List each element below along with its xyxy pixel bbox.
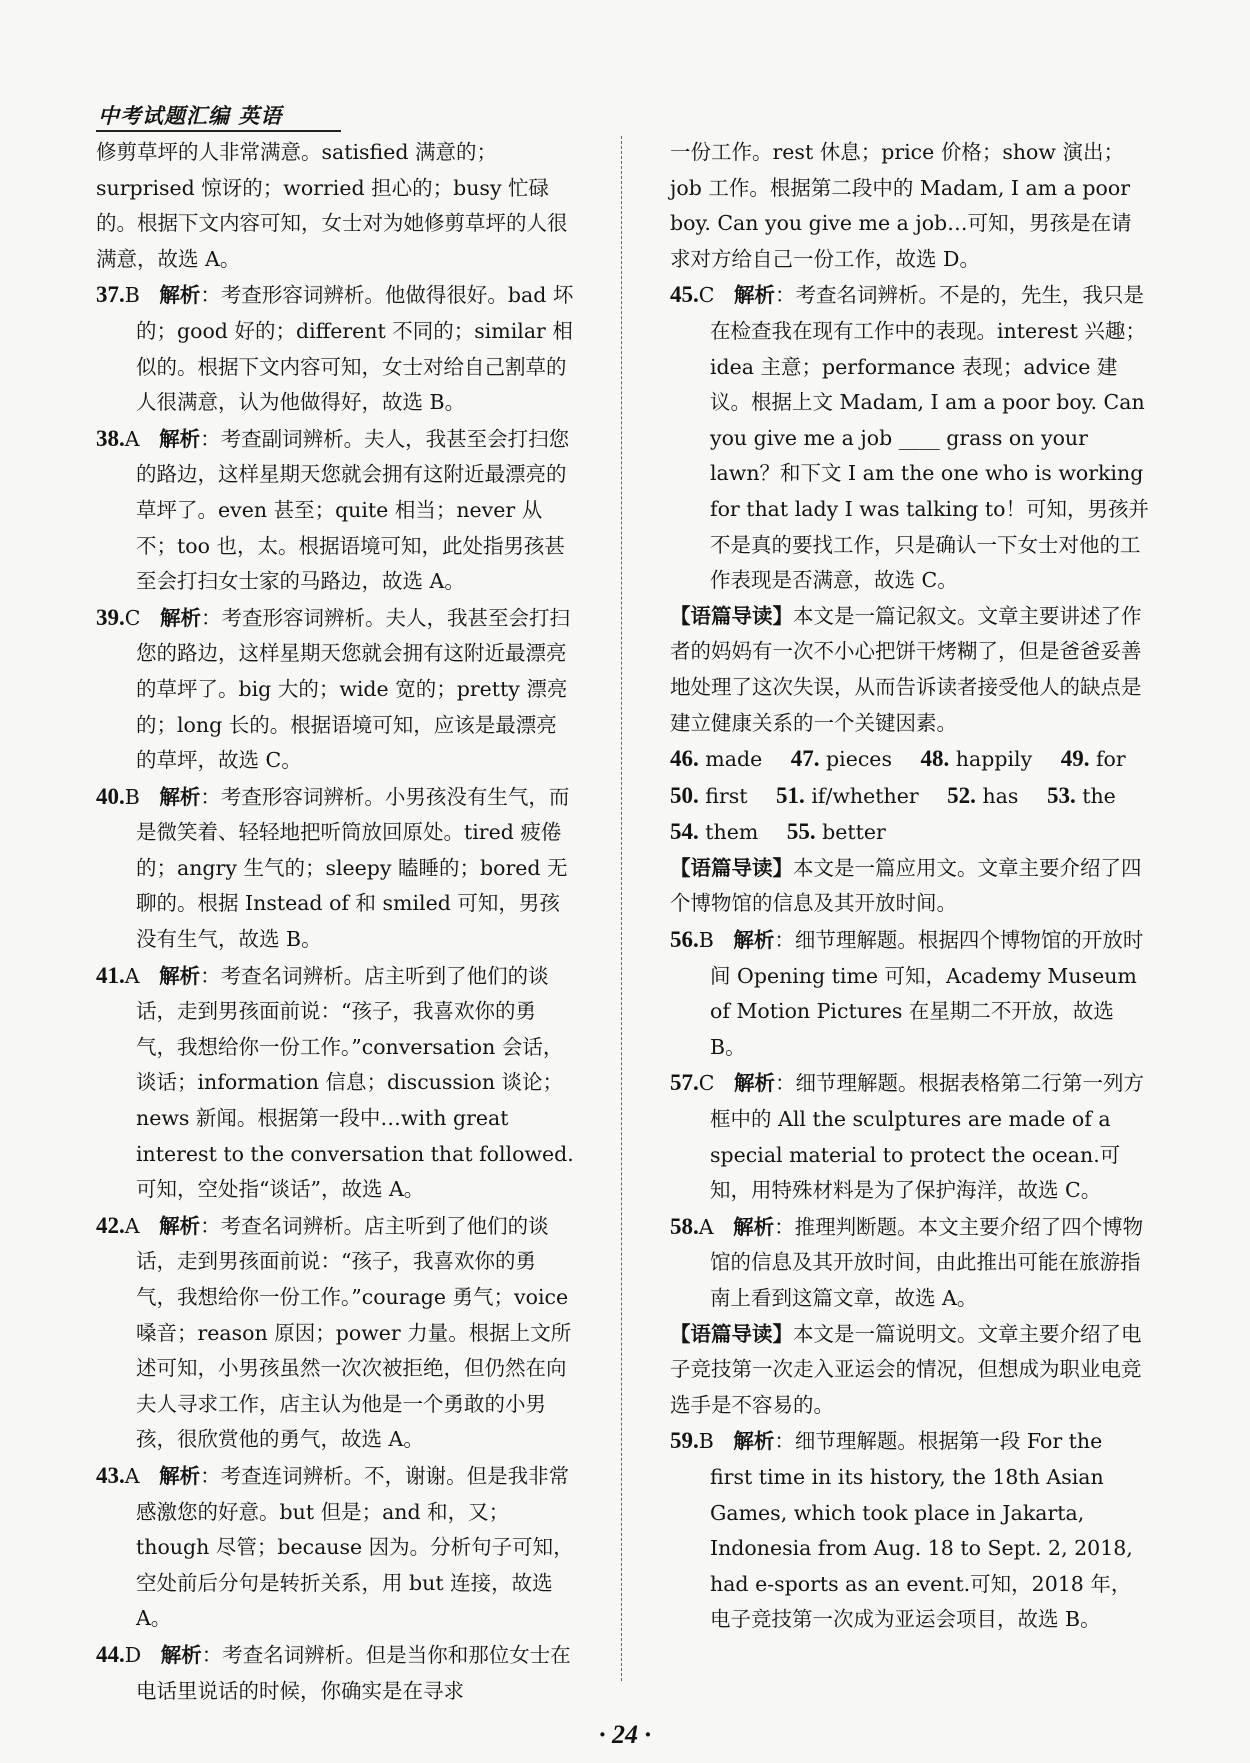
answer-row [670,778,1150,815]
passage-guide: 【语篇导读】本文是一篇记叙文。文章主要讲述了作者的妈妈有一次不小心把饼干烤糊了，但是爸爸妥善地处理了这次失误，从而告诉读者接受他人的缺点是建立健康关系的一个关键因素。 [670,603,1142,735]
continued-entry: 一份工作。rest 休息；price 价格；show 演出；job 工作。根据第二段中的 Madam, I am a poor boy. Can you give me a job…可知，男孩是在请求对方给自己一份工作，故选 D。 [670,140,1132,271]
answer-item: 55. better [786,819,886,845]
running-header: 中考试题汇编 英语 [98,104,283,128]
answer-entry-38: 38.A 解析：考查副词辨析。夫人，我甚至会打扫您的路边，这样星期天您就会拥有这附近最漂亮的草坪了。even 甚至；quite 相当；never 从不；too 也，太。根据语境可知，此处指男孩甚至会打扫女士家的马路边，故选 A。 [96,425,570,594]
left-column [96,135,576,1709]
answer-entry-57: 57.C 解析：细节理解题。根据表格第二行第一列方框中的 All the sculptures are made of a special material to protect the ocean.可知，用特殊材料是为了保护海洋，故选 C。 [670,1070,1144,1203]
column-divider [621,136,622,1681]
answer-entry-58: 58.A 解析：推理判断题。本文主要介绍了四个博物馆的信息及其开放时间，由此推出可能在旅游指南上看到这篇文章，故选 A。 [670,1213,1144,1310]
right-column [670,135,1150,1638]
answer-entry-56: 56.B 解析：细节理解题。根据四个博物馆的开放时间 Opening time 可知，Academy Museum of Motion Pictures 在星期二不开放，故选 B。 [670,927,1144,1059]
answer-item: 54. them [670,819,759,845]
answer-entry-39: 39.C 解析：考查形容词辨析。夫人，我甚至会打扫您的路边，这样星期天您就会拥有这附近最漂亮的草坪了。big 大的；wide 宽的；pretty 漂亮的；long 长的。根据语境可知，应该是最漂亮的草坪，故选 C。 [96,604,570,773]
answer-entry-43: 43.A 解析：考查连词辨析。不，谢谢。但是我非常感激您的好意。but 但是；and 和，又；though 尽管；because 因为。分析句子可知，空处前后分句是转折关系，用 but 连接，故选 A。 [96,1462,574,1631]
answer-entry-37: 37.B 解析：考查形容词辨析。他做得很好。bad 坏的；good 好的；different 不同的；similar 相似的。根据下文内容可知，女士对给自己割草的人很满意，认为他做得好，故选 B。 [96,282,574,415]
answer-item: 51. if/whether [776,782,919,808]
answer-entry-59: 59.B 解析：细节理解题。根据第一段 For the first time in its history, the 18th Asian Games, which took place in Jakarta, Indonesia from Aug. 18 to Sept. 2, 2018, had e-sports as an event.可知，2018 年，电子竞技第一次成为亚运会项目，故选 B。 [670,1428,1133,1632]
answer-row [670,814,1150,851]
fill-in-answers [670,741,1150,851]
answer-entry-40: 40.B 解析：考查形容词辨析。小男孩没有生气，而是微笑着、轻轻地把听筒放回原处。tired 疲倦的；angry 生气的；sleepy 瞌睡的；bored 无聊的。根据 Instead of 和 smiled 可知，男孩没有生气，故选 B。 [96,783,570,952]
answer-entry-42: 42.A 解析：考查名词辨析。店主听到了他们的谈话，走到男孩面前说：“孩子，我喜欢你的勇气，我想给你一份工作。”courage 勇气；voice 嗓音；reason 原因；power 力量。根据上文所述可知，小男孩虽然一次次被拒绝，但仍然在向夫人寻求工作，店主认为他是一个勇敢的小男孩，很欣赏他的勇气，故选 A。 [96,1212,572,1452]
answer-row [670,741,1150,778]
answer-entry-45: 45.C 解析：考查名词辨析。不是的，先生，我只是在检查我在现有工作中的表现。interest 兴趣；idea 主意；performance 表现；advice 建议。根据上文 Madam, I am a poor boy. Can you give me a job ____ grass on your lawn？和下文 I am the one who is working for that lady I was talking to！可知，男孩并不是真的要找工作，只是确认一下女士对他的工作表现是否满意，故选 C。 [670,282,1149,593]
answer-entry-41: 41.A 解析：考查名词辨析。店主听到了他们的谈话，走到男孩面前说：“孩子，我喜欢你的勇气，我想给你一份工作。”conversation 会话，谈话；information 信息；discussion 谈论；news 新闻。根据第一段中…with great interest to the conversation that followed.可知，空处指“谈话”，故选 A。 [96,962,574,1202]
passage-guide: 【语篇导读】本文是一篇应用文。文章主要介绍了四个博物馆的信息及其开放时间。 [670,855,1142,916]
answer-item: 52. has [947,782,1019,808]
answer-item: 48. happily [920,746,1033,772]
answer-entry-44: 44.D 解析：考查名词辨析。但是当你和那位女士在电话里说话的时候，你确实是在寻求 [96,1641,571,1703]
page-number: · 24 · [599,1720,651,1749]
header-rule [96,130,341,132]
answer-item: 50. first [670,782,748,808]
answer-item: 47. pieces [790,746,892,772]
continued-entry: 修剪草坪的人非常满意。satisfied 满意的；surprised 惊讶的；worried 担心的；busy 忙碌的。根据下文内容可知，女士对为她修剪草坪的人很满意，故选 A。 [96,140,568,271]
answer-item: 46. made [670,746,763,772]
answer-item: 49. for [1060,746,1126,772]
answer-item: 53. the [1046,782,1116,808]
passage-guide: 【语篇导读】本文是一篇说明文。文章主要介绍了电子竞技第一次走入亚运会的情况，但想成为职业电竞选手是不容易的。 [670,1321,1142,1417]
